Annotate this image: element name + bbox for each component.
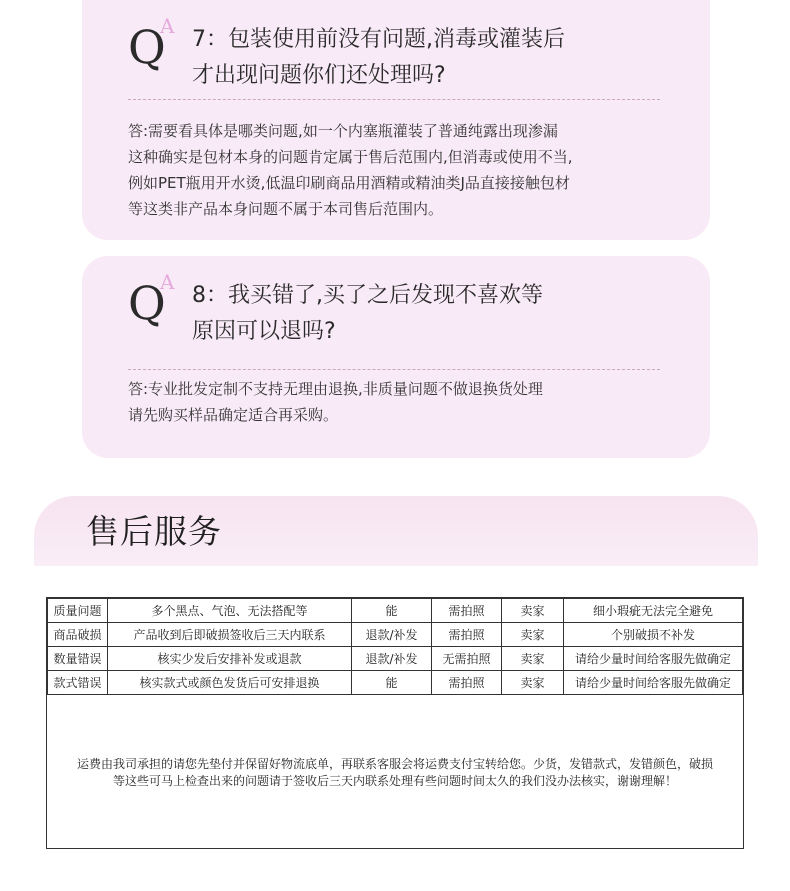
answer-line: 这种确实是包材本身的问题肯定属于售后范围内,但消毒或使用不当, — [128, 148, 573, 166]
answer-line: 请先购买样品确定适合再采购。 — [128, 406, 339, 424]
qa-icon — [128, 270, 178, 330]
question-title — [192, 22, 565, 94]
table-cell: 卖家 — [502, 623, 564, 647]
table-cell: 多个黑点、气泡、无法搭配等 — [108, 599, 352, 623]
qa-card-7 — [82, 0, 710, 240]
question-line: 7：包装使用前没有问题,消毒或灌装后 — [192, 27, 565, 52]
table-cell: 数量错误 — [48, 647, 108, 671]
qa-icon-q: Q — [128, 20, 166, 74]
table-cell: 卖家 — [502, 671, 564, 695]
note-line: 等这些可马上检查出来的问题请于签收后三天内联系处理有些问题时间太久的我们没办法核实，谢谢理解！ — [112, 774, 677, 788]
answer-line: 等这类非产品本身问题不属于本司售后范围内。 — [128, 200, 444, 218]
question-line: 原因可以退吗? — [192, 319, 336, 344]
question-title — [192, 278, 543, 350]
table-cell: 能 — [352, 599, 432, 623]
answer-line: 答:需要看具体是哪类问题,如一个内塞瓶灌装了普通纯露出现渗漏 — [128, 122, 558, 140]
divider — [128, 369, 660, 370]
qa-icon-a: A — [160, 14, 175, 38]
table-cell: 卖家 — [502, 599, 564, 623]
table-cell: 个别破损不补发 — [564, 623, 743, 647]
table-cell: 需拍照 — [432, 599, 502, 623]
table-cell: 细小瑕疵无法完全避免 — [564, 599, 743, 623]
service-title: 售后服务 — [86, 512, 222, 551]
qa-icon-q: Q — [128, 276, 166, 330]
note-line: 运费由我司承担的请您先垫付并保留好物流底单，再联系客服会将运费支付宝转给您。少货，发错款式，发错颜色，破损 — [76, 757, 713, 771]
table-row — [48, 647, 743, 671]
table-row — [48, 671, 743, 695]
table-cell: 核实少发后安排补发或退款 — [108, 647, 352, 671]
table-cell: 请给少量时间给客服先做确定 — [564, 671, 743, 695]
qa-icon-a: A — [160, 270, 175, 294]
table-cell: 质量问题 — [48, 599, 108, 623]
question-line: 8：我买错了,买了之后发现不喜欢等 — [192, 283, 543, 308]
table-cell: 核实款式或颜色发货后可安排退换 — [108, 671, 352, 695]
service-header — [34, 496, 758, 566]
answer-text — [128, 376, 680, 428]
table-cell: 商品破损 — [48, 623, 108, 647]
service-table-frame — [46, 597, 744, 849]
table-cell: 产品收到后即破损签收后三天内联系 — [108, 623, 352, 647]
qa-card-8 — [82, 256, 710, 458]
shipping-note — [47, 756, 743, 790]
table-cell: 无需拍照 — [432, 647, 502, 671]
table-cell: 退款/补发 — [352, 647, 432, 671]
table-row — [48, 623, 743, 647]
answer-text — [128, 118, 680, 222]
answer-line: 答:专业批发定制不支持无理由退换,非质量问题不做退换货处理 — [128, 380, 543, 398]
question-line: 才出现问题你们还处理吗? — [192, 63, 446, 88]
answer-line: 例如PET瓶用开水烫,低温印刷商品用酒精或精油类J品直接接触包材 — [128, 174, 570, 192]
table-cell: 需拍照 — [432, 671, 502, 695]
table-cell: 请给少量时间给客服先做确定 — [564, 647, 743, 671]
table-row — [48, 599, 743, 623]
table-cell: 卖家 — [502, 647, 564, 671]
table-cell: 款式错误 — [48, 671, 108, 695]
qa-icon — [128, 14, 178, 74]
table-cell: 退款/补发 — [352, 623, 432, 647]
table-cell: 能 — [352, 671, 432, 695]
service-table — [47, 598, 743, 695]
divider — [128, 99, 660, 100]
table-cell: 需拍照 — [432, 623, 502, 647]
